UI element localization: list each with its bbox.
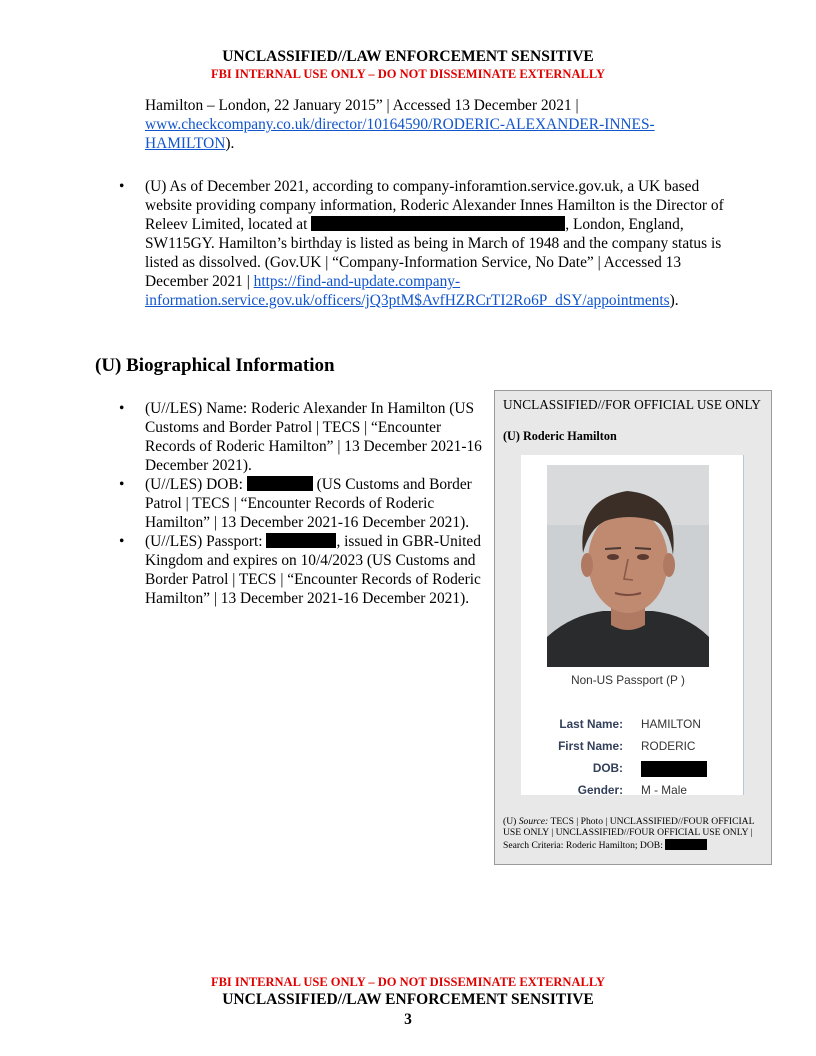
footer-handling-caveat: FBI INTERNAL USE ONLY – DO NOT DISSEMINATE EXTERNALLY [210,975,606,989]
source-label: Source: [518,816,549,827]
header-classification: UNCLASSIFIED//LAW ENFORCEMENT SENSITIVE [222,48,594,65]
source-text: TECS | Photo | UNCLASSIFIED//FOUR OFFICIAL USE ONLY | UNCLASSIFIED//FOUR OFFICIAL USE ONLY | Search Criteria: Roderic Hamilton; DOB: [503,816,755,851]
first-name-label: First Name: [558,739,623,753]
previous-bullet-continuation [145,96,705,153]
company-info-text-b: , London, England, SW115GY. Hamilton’s birthday is listed as being in March of 1948 and the company status is listed as dissolved. (Gov.UK | “Company-Information Service, No Date” | Accessed 13 December 2021 | [145,216,722,290]
last-name-value: HAMILTON [641,717,701,731]
page-number: 3 [404,1011,412,1028]
redaction-bar [247,476,313,491]
bio-item-dob [119,475,490,532]
biographical-list [119,399,490,608]
field-first-name [521,739,743,755]
photo-box-title: (U) Roderic Hamilton [503,429,617,443]
bio-item-name [119,399,490,475]
header-handling-caveat: FBI INTERNAL USE ONLY – DO NOT DISSEMINATE EXTERNALLY [210,67,606,81]
bullet-dot-icon: • [119,178,125,195]
redaction-bar [311,216,565,231]
field-last-name [521,717,743,733]
dob-value [641,761,707,777]
gender-label: Gender: [577,783,623,797]
field-dob [521,761,743,777]
bullet-dot-icon: • [119,400,125,417]
gender-value: M - Male [641,783,687,797]
checkcompany-link[interactable]: www.checkcompany.co.uk/director/10164590/RODERIC-ALEXANDER-INNES-HAMILTON [145,116,655,152]
continuation-end: ). [225,135,235,152]
bio-name-text: (U//LES) Name: Roderic Alexander In Hamilton (US Customs and Border Patrol | TECS | “Encounter Records of Roderic Hamilton” | 13 December 2021-16 December 2021). [145,400,482,474]
footer-classification: UNCLASSIFIED//LAW ENFORCEMENT SENSITIVE [222,991,594,1008]
tecs-record-card [521,455,744,795]
dob-label: DOB: [592,761,623,775]
bio-item-passport [119,532,490,608]
photo-source-note [503,816,767,851]
company-info-text-a: (U) As of December 2021, according to company-inforamtion.service.gov.uk, a UK based website providing company information, Roderic Alexander Innes Hamilton is the Director of Releev Limited, located at [145,178,724,233]
bullet-dot-icon: • [119,476,125,493]
redaction-bar [266,533,336,548]
redaction-bar [641,761,707,777]
bio-dob-prefix: (U//LES) DOB: [145,476,243,493]
passport-photo-box [494,390,772,865]
bullet-dot-icon: • [119,533,125,550]
continuation-text: Hamilton – London, 22 January 2015” | Accessed 13 December 2021 | [145,97,579,114]
passport-type-label: Non-US Passport (P ) [571,673,685,687]
redaction-bar [665,839,707,850]
passport-photo [547,465,709,667]
section-heading-biographical: (U) Biographical Information [95,355,335,376]
field-gender [521,783,743,799]
source-prefix: (U) [503,816,517,827]
bio-dob-suffix: (US Customs and Border Patrol | TECS | “Encounter Records of Roderic Hamilton” | 13 December 2021-16 December 2021). [145,476,472,531]
photo-box-classification: UNCLASSIFIED//FOR OFFICIAL USE ONLY [503,397,761,412]
company-info-end: ). [669,292,679,309]
gov-uk-link[interactable]: https://find-and-update.company-information.service.gov.uk/officers/jQ3ptM$AvfHZRCrTI2Ro6P_dSY/appointments [145,273,670,309]
first-name-value: RODERIC [641,739,696,753]
bio-passport-suffix: , issued in GBR-United Kingdom and expires on 10/4/2023 (US Customs and Border Patrol | TECS | “Encounter Records of Roderic Hamilton” | 13 December 2021-16 December 2021). [145,533,481,607]
bio-passport-prefix: (U//LES) Passport: [145,533,263,550]
last-name-label: Last Name: [559,717,623,731]
bullet-company-info [119,177,730,310]
